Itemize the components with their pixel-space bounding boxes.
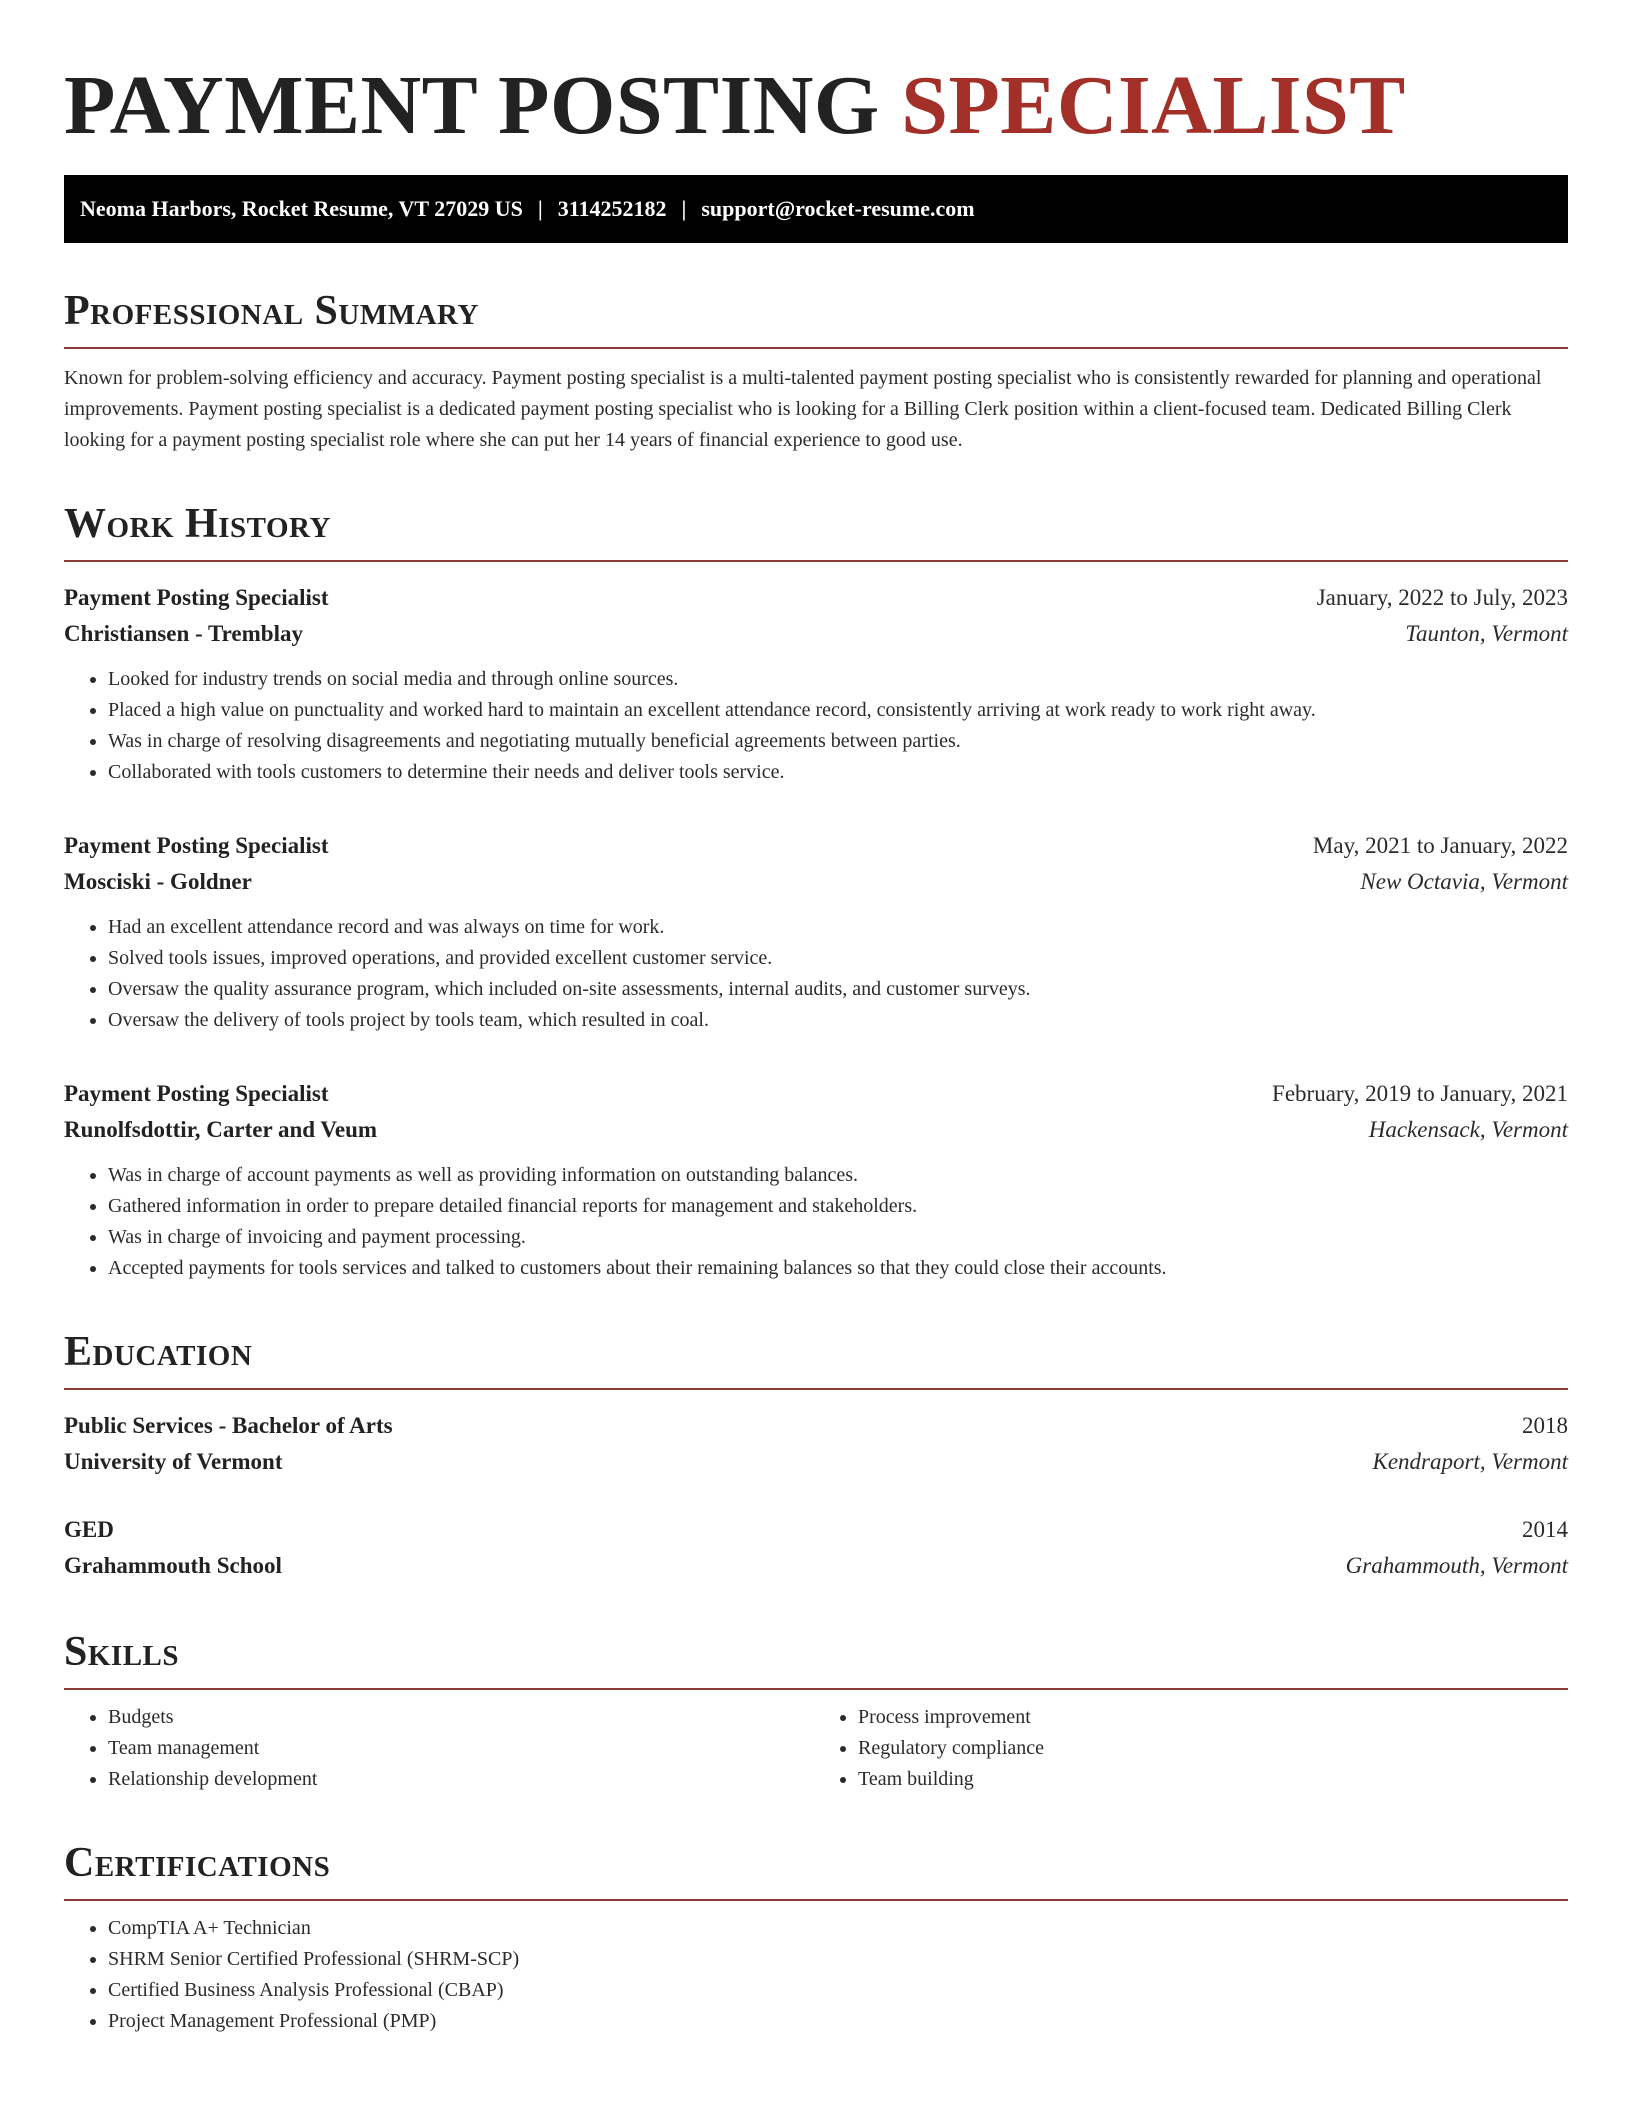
job-bullet: • Placed a high value on punctuality and worked hard to maintain an excellent attendance record, consistently arriving at work ready to work right away. bbox=[108, 695, 1568, 726]
job-bullets bbox=[64, 664, 1568, 788]
certification-item: • Certified Business Analysis Professional (CBAP) bbox=[108, 1975, 1568, 2006]
job-bullet: • Collaborated with tools customers to determine their needs and deliver tools service. bbox=[108, 757, 1568, 788]
education-degree: GED bbox=[64, 1517, 114, 1542]
job-bullet: • Gathered information in order to prepare detailed financial reports for management and stakeholders. bbox=[108, 1191, 1568, 1222]
job-company: Christiansen - Tremblay bbox=[64, 621, 303, 646]
section-title-work-history: Work History bbox=[64, 498, 1568, 562]
contact-address: Neoma Harbors, Rocket Resume, VT 27029 US bbox=[80, 196, 523, 221]
section-title-education: Education bbox=[64, 1326, 1568, 1390]
certifications-section bbox=[64, 1837, 1568, 2037]
job-bullets bbox=[64, 1160, 1568, 1284]
job-location: Taunton, Vermont bbox=[1405, 621, 1568, 646]
skills-section bbox=[64, 1626, 1568, 1795]
job-bullet: • Oversaw the quality assurance program, which included on-site assessments, internal audits, and customer surveys. bbox=[108, 974, 1568, 1005]
job-dates: May, 2021 to January, 2022 bbox=[1312, 833, 1568, 858]
job-bullet: • Oversaw the delivery of tools project by tools team, which resulted in coal. bbox=[108, 1005, 1568, 1036]
skill-item: • Relationship development bbox=[108, 1764, 816, 1795]
contact-phone: 3114252182 bbox=[557, 196, 667, 221]
skill-item: • Regulatory compliance bbox=[858, 1733, 1568, 1764]
job-entry bbox=[64, 1076, 1568, 1284]
job-location: Hackensack, Vermont bbox=[1368, 1117, 1568, 1142]
job-bullet: • Was in charge of resolving disagreements and negotiating mutually beneficial agreements between parties. bbox=[108, 726, 1568, 757]
job-bullets bbox=[64, 912, 1568, 1036]
job-entry bbox=[64, 580, 1568, 788]
skills-column bbox=[64, 1702, 816, 1795]
job-role: Payment Posting Specialist bbox=[64, 833, 329, 858]
skill-item: • Team building bbox=[858, 1764, 1568, 1795]
education-year: 2018 bbox=[1522, 1413, 1568, 1438]
job-role: Payment Posting Specialist bbox=[64, 1081, 329, 1106]
skill-item: • Budgets bbox=[108, 1702, 816, 1733]
skill-item: • Process improvement bbox=[858, 1702, 1568, 1733]
job-entry bbox=[64, 828, 1568, 1036]
name-main: PAYMENT POSTING bbox=[64, 59, 880, 152]
skill-item: • Team management bbox=[108, 1733, 816, 1764]
summary-text: Known for problem-solving efficiency and accuracy. Payment posting specialist is a multi-talented payment posting specialist who is consistently rewarded for planning and operational improvements. Payment posting specialist is a dedicated payment posting specialist who is looking for a Billing Clerk position within a client-focused team. Dedicated Billing Clerk looking for a payment posting specialist role where she can put her 14 years of financial experience to good use. bbox=[64, 367, 1542, 451]
certification-item: • CompTIA A+ Technician bbox=[108, 1913, 1568, 1944]
resume-name bbox=[64, 56, 1568, 156]
education-location: Grahammouth, Vermont bbox=[1345, 1553, 1568, 1578]
job-role: Payment Posting Specialist bbox=[64, 585, 329, 610]
education-entry bbox=[64, 1512, 1568, 1584]
job-bullet: • Accepted payments for tools services and talked to customers about their remaining balances so that they could close their accounts. bbox=[108, 1253, 1568, 1284]
skills-column bbox=[816, 1702, 1568, 1795]
education-degree: Public Services - Bachelor of Arts bbox=[64, 1413, 393, 1438]
education-entry bbox=[64, 1408, 1568, 1480]
job-dates: January, 2022 to July, 2023 bbox=[1316, 585, 1568, 610]
skills-grid bbox=[64, 1702, 1568, 1795]
education-location: Kendraport, Vermont bbox=[1372, 1449, 1568, 1474]
summary-section bbox=[64, 285, 1568, 456]
certification-item: • Project Management Professional (PMP) bbox=[108, 2006, 1568, 2037]
certifications-list bbox=[64, 1913, 1568, 2037]
contact-email: support@rocket-resume.com bbox=[701, 196, 975, 221]
job-bullet: • Looked for industry trends on social media and through online sources. bbox=[108, 664, 1568, 695]
work-history-section bbox=[64, 498, 1568, 1284]
name-accent: SPECIALIST bbox=[901, 59, 1406, 152]
education-school: Grahammouth School bbox=[64, 1553, 282, 1578]
contact-separator: | bbox=[537, 196, 543, 221]
certification-item: • SHRM Senior Certified Professional (SHRM-SCP) bbox=[108, 1944, 1568, 1975]
job-bullet: • Was in charge of invoicing and payment processing. bbox=[108, 1222, 1568, 1253]
job-dates: February, 2019 to January, 2021 bbox=[1272, 1081, 1568, 1106]
section-title-skills: Skills bbox=[64, 1626, 1568, 1690]
job-bullet: • Solved tools issues, improved operations, and provided excellent customer service. bbox=[108, 943, 1568, 974]
contact-bar bbox=[64, 175, 1568, 243]
education-year: 2014 bbox=[1522, 1517, 1568, 1542]
education-section bbox=[64, 1326, 1568, 1584]
contact-separator: | bbox=[681, 196, 687, 221]
job-bullet: • Was in charge of account payments as well as providing information on outstanding balances. bbox=[108, 1160, 1568, 1191]
section-title-summary: Professional Summary bbox=[64, 285, 1568, 349]
education-school: University of Vermont bbox=[64, 1449, 283, 1474]
job-company: Runolfsdottir, Carter and Veum bbox=[64, 1117, 378, 1142]
section-title-certifications: Certifications bbox=[64, 1837, 1568, 1901]
job-bullet: • Had an excellent attendance record and was always on time for work. bbox=[108, 912, 1568, 943]
job-location: New Octavia, Vermont bbox=[1360, 869, 1568, 894]
job-company: Mosciski - Goldner bbox=[64, 869, 252, 894]
